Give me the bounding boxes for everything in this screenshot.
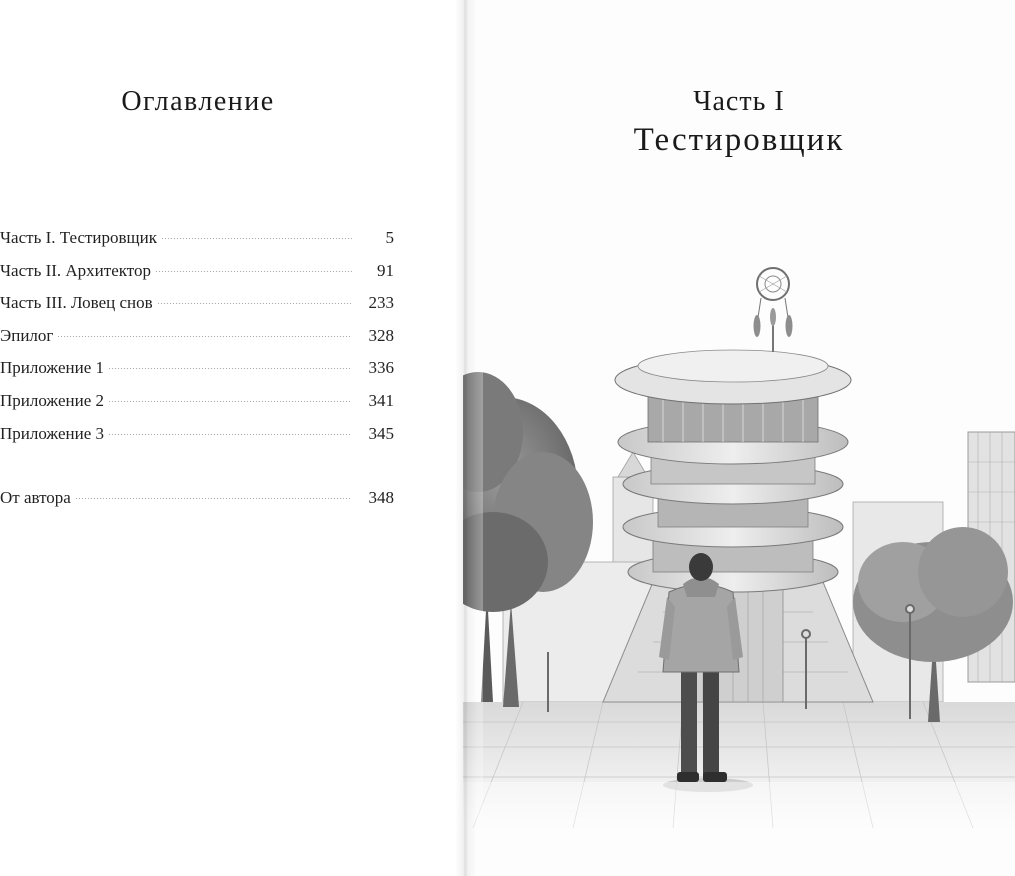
toc-leader-dots: [157, 303, 352, 304]
table-of-contents: [0, 226, 394, 519]
toc-entry-page: 233: [368, 293, 394, 313]
chapter-illustration: [463, 262, 1015, 828]
toc-entry[interactable]: [0, 324, 394, 357]
toc-entry-page: 348: [368, 488, 394, 508]
toc-leader-dots: [108, 434, 352, 435]
toc-entry-page: 5: [385, 228, 394, 247]
part-title: Тестировщик: [633, 122, 845, 158]
toc-leader-dots: [108, 401, 352, 402]
toc-entry-label: Приложение 2: [0, 390, 104, 410]
toc-entry-label: Приложение 1: [0, 358, 104, 378]
toc-leader-dots: [57, 336, 352, 337]
toc-entry-label: Приложение 3: [0, 423, 104, 443]
toc-title: Оглавление: [121, 86, 275, 117]
toc-entry-label: Часть I. Тестировщик: [0, 228, 157, 247]
toc-leader-dots: [161, 238, 352, 239]
left-page: [0, 0, 463, 876]
toc-entry-label: Часть II. Архитектор: [0, 260, 151, 280]
toc-leader-dots: [108, 368, 352, 369]
toc-entry[interactable]: [0, 356, 394, 389]
toc-entry-page: 91: [377, 260, 394, 280]
toc-leader-dots: [155, 271, 352, 272]
toc-entry[interactable]: [0, 389, 394, 422]
toc-entry-page: 345: [368, 423, 394, 443]
toc-entry-page: 341: [368, 390, 394, 410]
part-number: Часть I: [693, 86, 785, 117]
toc-entry-label: Эпилог: [0, 325, 54, 345]
toc-entry[interactable]: [0, 422, 394, 455]
toc-entry[interactable]: [0, 291, 394, 324]
toc-entry-label: От автора: [0, 488, 71, 508]
toc-entry[interactable]: [0, 259, 394, 292]
toc-entry[interactable]: [0, 486, 394, 519]
toc-leader-dots: [75, 498, 352, 499]
toc-entry-label: Часть III. Ловец снов: [0, 293, 153, 313]
toc-entry-page: 336: [368, 358, 394, 378]
toc-entry[interactable]: [0, 226, 394, 259]
right-page: [463, 0, 1015, 876]
toc-entry-page: 328: [368, 325, 394, 345]
